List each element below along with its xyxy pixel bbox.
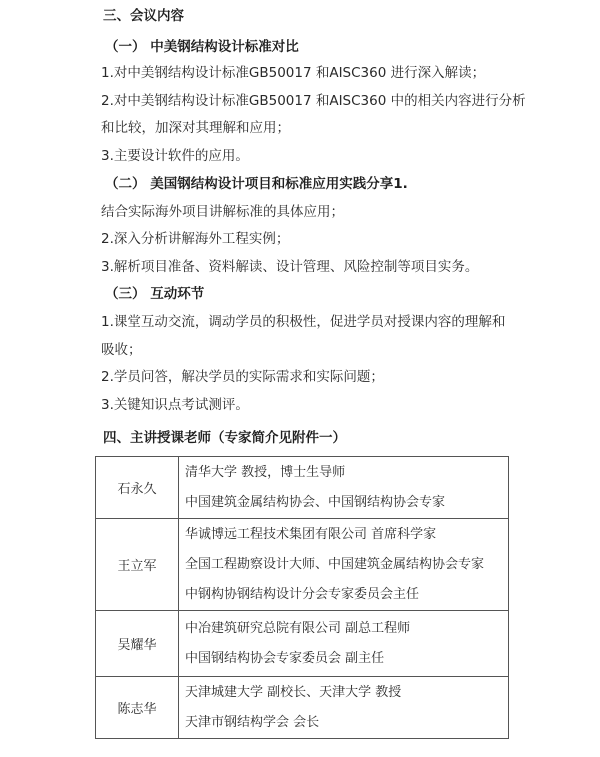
teachers-table [95,456,509,739]
teacher-name: 石永久 [96,457,179,519]
subsection-2-title: （二） 美国钢结构设计项目和标准应用实践分享1. [105,176,408,192]
list-item: 3.主要设计软件的应用。 [101,148,249,164]
section-4-heading: 四、主讲授课老师（专家简介见附件一） [103,430,346,446]
teacher-name: 吴耀华 [96,611,179,677]
teacher-detail-line: 全国工程勘察设计大师、中国建筑金属结构协会专家 [185,556,485,572]
teacher-detail-line: 清华大学 教授，博士生导师 [185,464,346,480]
teacher-detail-line: 中国钢结构协会专家委员会 副主任 [185,650,385,666]
table-row [96,519,509,611]
teacher-details [179,519,509,611]
teacher-name: 王立军 [96,519,179,611]
subsection-3-title: （三） 互动环节 [105,286,205,302]
teacher-detail-line: 中国建筑金属结构协会、中国钢结构协会专家 [185,494,446,510]
list-item: 结合实际海外项目讲解标准的具体应用； [101,204,344,220]
teacher-details [179,677,509,739]
table-row [96,677,509,739]
teacher-details [179,611,509,677]
list-item: 吸收； [101,342,142,358]
teacher-detail-line: 天津城建大学 副校长、天津大学 教授 [185,684,402,700]
teacher-detail-line: 中钢构协钢结构设计分会专家委员会主任 [185,586,420,602]
list-item: 3.关键知识点考试测评。 [101,397,249,413]
teacher-detail-line: 华诚博远工程技术集团有限公司 首席科学家 [185,526,437,542]
list-item: 2.对中美钢结构设计标准GB50017 和AISC360 中的相关内容进行分析 [101,93,526,109]
list-item: 2.学员问答，解决学员的实际需求和实际问题； [101,369,384,385]
table-row [96,457,509,519]
list-item: 1.课堂互动交流，调动学员的积极性，促进学员对授课内容的理解和 [101,314,506,330]
list-item: 1.对中美钢结构设计标准GB50017 和AISC360 进行深入解读； [101,65,486,81]
subsection-1-title: （一） 中美钢结构设计标准对比 [105,39,299,55]
teacher-detail-line: 中冶建筑研究总院有限公司 副总工程师 [185,620,411,636]
teacher-detail-line: 天津市钢结构学会 会长 [185,714,320,730]
teacher-details [179,457,509,519]
list-item: 2.深入分析讲解海外工程实例； [101,231,290,247]
list-item: 3.解析项目准备、资料解读、设计管理、风险控制等项目实务。 [101,259,479,275]
table-row [96,611,509,677]
teacher-name: 陈志华 [96,677,179,739]
section-3-heading: 三、会议内容 [103,8,184,24]
list-item: 和比较，加深对其理解和应用； [101,120,290,136]
